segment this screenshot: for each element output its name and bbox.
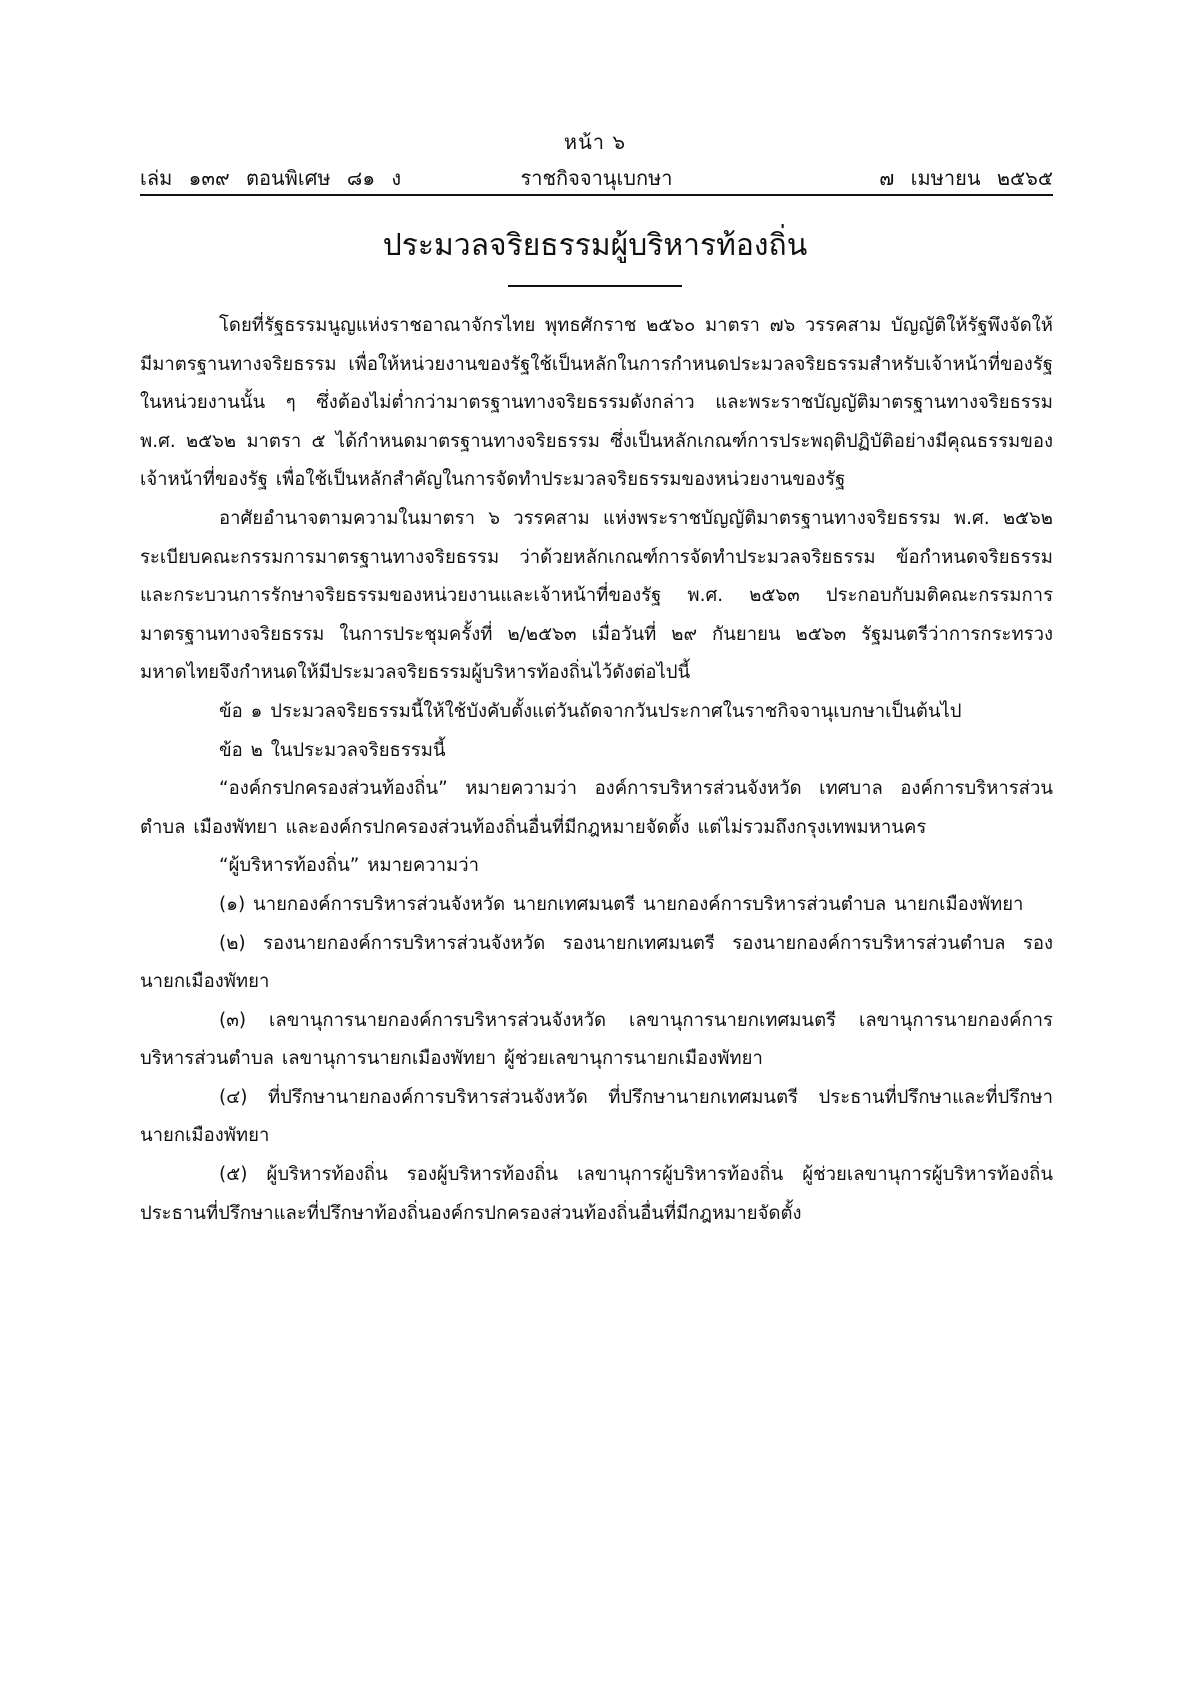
document-body <box>140 307 1053 1233</box>
header-divider <box>140 194 1053 196</box>
clause-2: ข้อ ๒ ในประมวลจริยธรรมนี้ <box>219 739 446 761</box>
definition-local-government: “องค์กรปกครองส่วนท้องถิ่น” หมายความว่า องค์การบริหารส่วนจังหวัด เทศบาล องค์การบริหารส่วนตำบล เมืองพัทยา และองค์กรปกครองส่วนท้องถิ่นอื่นที่มีกฎหมายจัดตั้ง แต่ไม่รวมถึงกรุงเทพมหานคร <box>140 778 1053 838</box>
volume-issue: เล่ม ๑๓๙ ตอนพิเศษ ๘๑ ง <box>140 166 402 190</box>
definition-local-executive: “ผู้บริหารท้องถิ่น” หมายความว่า <box>219 855 480 877</box>
gazette-header <box>140 162 1053 192</box>
clause-1: ข้อ ๑ ประมวลจริยธรรมนี้ให้ใช้บังคับตั้งแต่วันถัดจากวันประกาศในราชกิจจานุเบกษาเป็นต้นไป <box>219 700 962 722</box>
publication-date: ๗ เมษายน ๒๕๖๕ <box>879 166 1053 190</box>
document-title: ประมวลจริยธรรมผู้บริหารท้องถิ่น <box>382 228 808 263</box>
preamble-paragraph: โดยที่รัฐธรรมนูญแห่งราชอาณาจักรไทย พุทธศักราช ๒๕๖๐ มาตรา ๗๖ วรรคสาม บัญญัติให้รัฐพึงจัดให้มีมาตรฐานทางจริยธรรม เพื่อให้หน่วยงานของรัฐใช้เป็นหลักในการกำหนดประมวลจริยธรรมสำหรับเจ้าหน้าที่ของรัฐในหน่วยงานนั้น ๆ ซึ่งต้องไม่ต่ำกว่ามาตรฐานทางจริยธรรมดังกล่าว และพระราชบัญญัติมาตรฐานทางจริยธรรม พ.ศ. ๒๕๖๒ มาตรา ๕ ได้กำหนดมาตรฐานทางจริยธรรม ซึ่งเป็นหลักเกณฑ์การประพฤติปฏิบัติอย่างมีคุณธรรมของเจ้าหน้าที่ของรัฐ เพื่อใช้เป็นหลักสำคัญในการจัดทำประมวลจริยธรรมของหน่วยงานของรัฐ <box>140 315 1053 491</box>
definition-item-1: (๑) นายกองค์การบริหารส่วนจังหวัด นายกเทศมนตรี นายกองค์การบริหารส่วนตำบล นายกเมืองพัทยา <box>219 893 1024 915</box>
publication-name: ราชกิจจานุเบกษา <box>520 166 673 190</box>
definition-item-5: (๕) ผู้บริหารท้องถิ่น รองผู้บริหารท้องถิ่น เลขานุการผู้บริหารท้องถิ่น ผู้ช่วยเลขานุการผู้บริหารท้องถิ่น ประธานที่ปรึกษาและที่ปรึกษาท้องถิ่นองค์กรปกครองส่วนท้องถิ่นอื่นที่มีกฎหมายจัดตั้ง <box>140 1164 1053 1224</box>
definition-item-3: (๓) เลขานุการนายกองค์การบริหารส่วนจังหวัด เลขานุการนายกเทศมนตรี เลขานุการนายกองค์การบริหารส่วนตำบล เลขานุการนายกเมืองพัทยา ผู้ช่วยเลขานุการนายกเมืองพัทยา <box>140 1009 1053 1070</box>
title-underline <box>508 285 682 287</box>
definition-item-2: (๒) รองนายกองค์การบริหารส่วนจังหวัด รองนายกเทศมนตรี รองนายกองค์การบริหารส่วนตำบล รองนายกเมืองพัทยา <box>140 932 1053 993</box>
page-number: หน้า ๖ <box>563 130 627 154</box>
definition-item-4: (๔) ที่ปรึกษานายกองค์การบริหารส่วนจังหวัด ที่ปรึกษานายกเทศมนตรี ประธานที่ปรึกษาและที่ปรึกษานายกเมืองพัทยา <box>140 1086 1053 1147</box>
authority-paragraph: อาศัยอำนาจตามความในมาตรา ๖ วรรคสาม แห่งพระราชบัญญัติมาตรฐานทางจริยธรรม พ.ศ. ๒๕๖๒ ระเบียบคณะกรรมการมาตรฐานทางจริยธรรม ว่าด้วยหลักเกณฑ์การจัดทำประมวลจริยธรรม ข้อกำหนดจริยธรรม และกระบวนการรักษาจริยธรรมของหน่วยงานและเจ้าหน้าที่ของรัฐ พ.ศ. ๒๕๖๓ ประกอบกับมติคณะกรรมการมาตรฐานทางจริยธรรม ในการประชุมครั้งที่ ๒/๒๕๖๓ เมื่อวันที่ ๒๙ กันยายน ๒๕๖๓ รัฐมนตรีว่าการกระทรวงมหาดไทยจึงกำหนดให้มีประมวลจริยธรรมผู้บริหารท้องถิ่นไว้ดังต่อไปนี้ <box>140 507 1053 684</box>
